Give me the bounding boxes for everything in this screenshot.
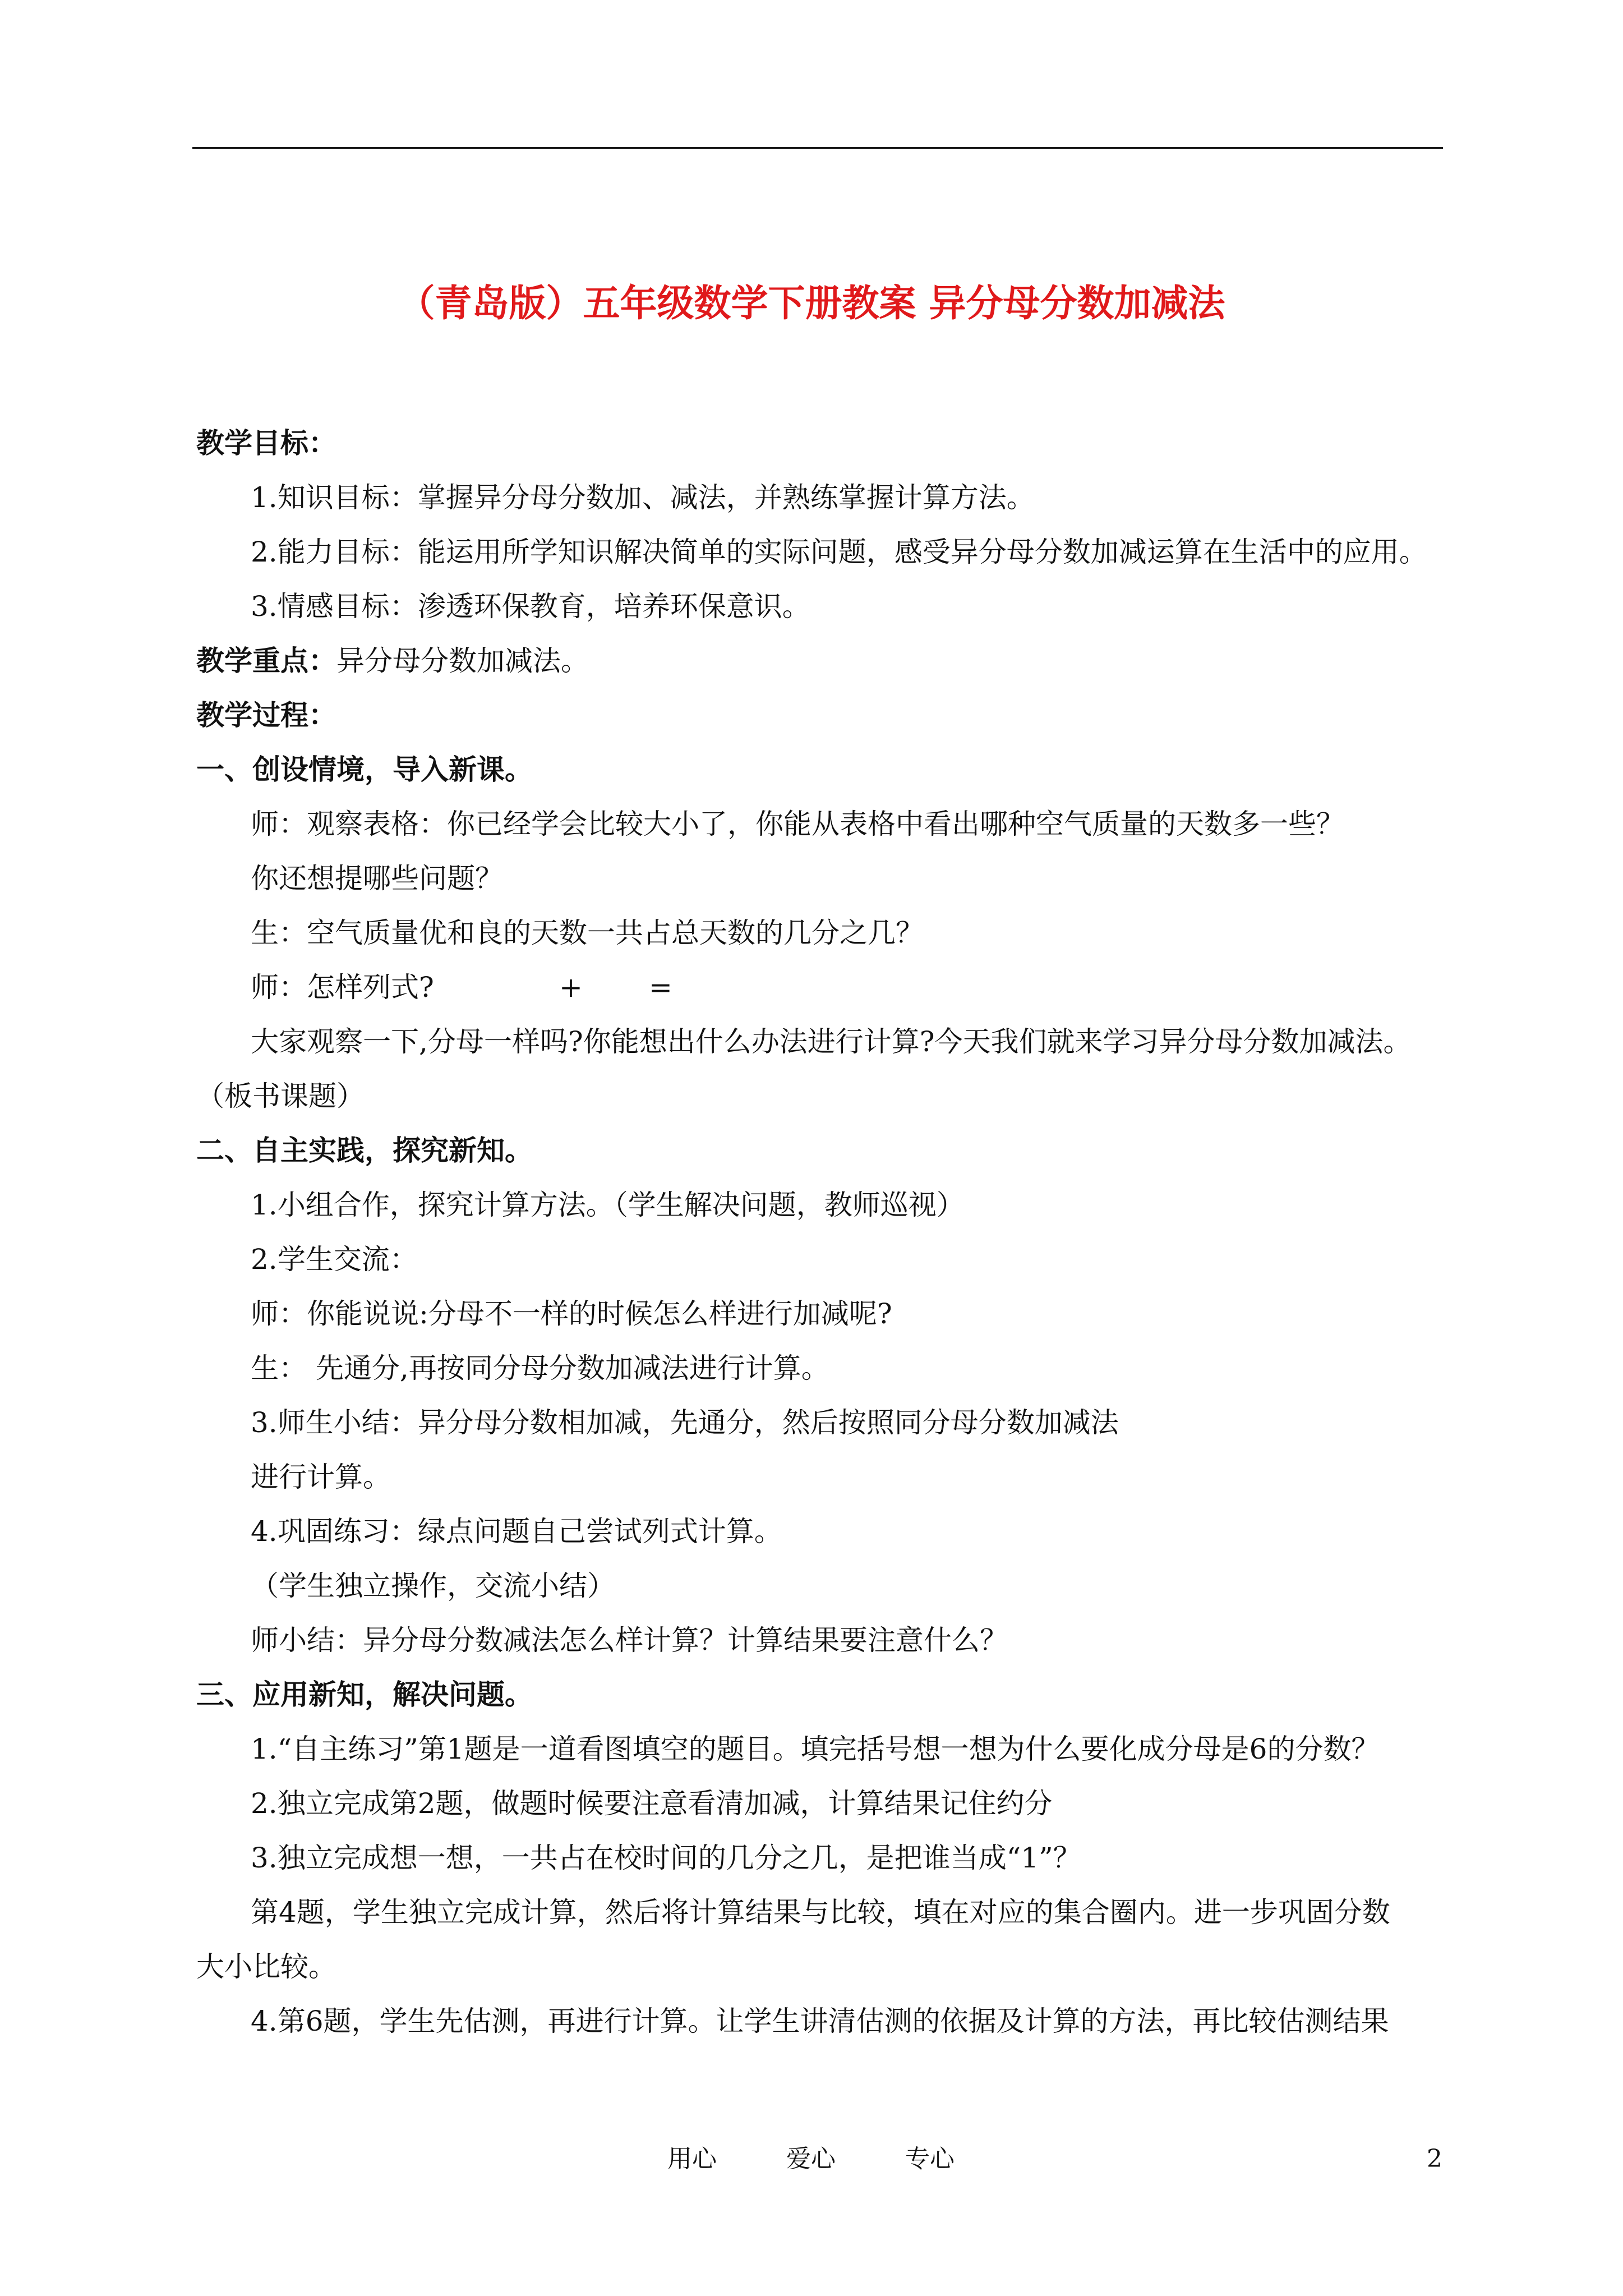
footer-motto: 爱心 [786,2145,836,2173]
header-rule [192,147,1443,149]
paragraph-line: （板书课题） [196,1080,365,1112]
section-1-heading: 一、创设情境，导入新课。 [196,753,533,786]
paragraph-line: 第4题，学生独立完成计算，然后将计算结果与比较，填在对应的集合圈内。进一步巩固分数 [251,1896,1390,1929]
paragraph-line: 2.独立完成第2题，做题时候要注意看清加减，计算结果记住约分 [251,1787,1053,1820]
objective-3: 3.情感目标：渗透环保教育，培养环保意识。 [251,590,810,623]
paragraph-line: （学生独立操作，交流小结） [251,1570,615,1602]
footer-motto: 用心 [667,2145,717,2173]
page-number: 2 [1427,2145,1442,2173]
paragraph-line: 生： 先通分,再按同分母分数加减法进行计算。 [251,1352,829,1384]
paragraph-line: 大家观察一下,分母一样吗?你能想出什么办法进行计算?今天我们就来学习异分母分数加减法。 [251,1025,1412,1058]
paragraph-line: 2.学生交流： [251,1243,418,1276]
footer-motto: 专心 [905,2145,955,2173]
document-title: （青岛版）五年级数学下册教案 异分母分数加减法 [398,281,1225,325]
heading-process: 教学过程： [196,698,336,731]
section-3-heading: 三、应用新知，解决问题。 [196,1678,533,1711]
formula-line [251,969,672,1005]
paragraph-line: 师：观察表格：你已经学会比较大小了，你能从表格中看出哪种空气质量的天数多一些？ [251,808,1344,840]
paragraph-line: 4.第6题，学生先估测，再进行计算。让学生讲清估测的依据及计算的方法，再比较估测结果 [251,2005,1389,2037]
paragraph-line: 4.巩固练习：绿点问题自己尝试列式计算。 [251,1515,782,1548]
footer-mottos [667,2139,1016,2179]
paragraph-line: 师小结：异分母分数减法怎么样计算？计算结果要注意什么？ [251,1624,1008,1657]
objective-1: 1.知识目标：掌握异分母分数加、减法，并熟练掌握计算方法。 [251,481,1035,514]
key-point-text: 异分母分数加减法。 [336,645,589,677]
paragraph-line: 生：空气质量优和良的天数一共占总天数的几分之几？ [251,917,924,949]
section-2-heading: 二、自主实践，探究新知。 [196,1134,533,1167]
paragraph-line: 3.师生小结：异分母分数相加减，先通分，然后按照同分母分数加减法 [251,1406,1119,1439]
paragraph-line: 进行计算。 [251,1461,391,1493]
paragraph-line: 你还想提哪些问题？ [251,862,503,895]
paragraph-line: 1.小组合作，探究计算方法。（学生解决问题，教师巡视） [251,1189,965,1221]
paragraph-line: 大小比较。 [196,1950,336,1983]
paragraph-line: 师：你能说说:分母不一样的时候怎么样进行加减呢? [251,1297,892,1330]
plus-sign: + [559,971,583,1004]
key-point-label: 教学重点： [196,644,336,677]
formula-prompt: 师：怎样列式? [251,971,434,1004]
paragraph-line: 3.独立完成想一想，一共占在校时间的几分之几，是把谁当成“1”？ [251,1842,1081,1874]
paragraph-line: 1.“自主练习”第1题是一道看图填空的题目。填完括号想一想为什么要化成分母是6的分数？ [251,1733,1380,1765]
key-point [196,643,589,679]
page-footer [0,2139,1623,2179]
heading-objectives: 教学目标： [196,426,336,459]
equals-sign: = [649,971,672,1004]
objective-2: 2.能力目标：能运用所学知识解决简单的实际问题，感受异分母分数加减运算在生活中的应用。 [251,536,1427,568]
